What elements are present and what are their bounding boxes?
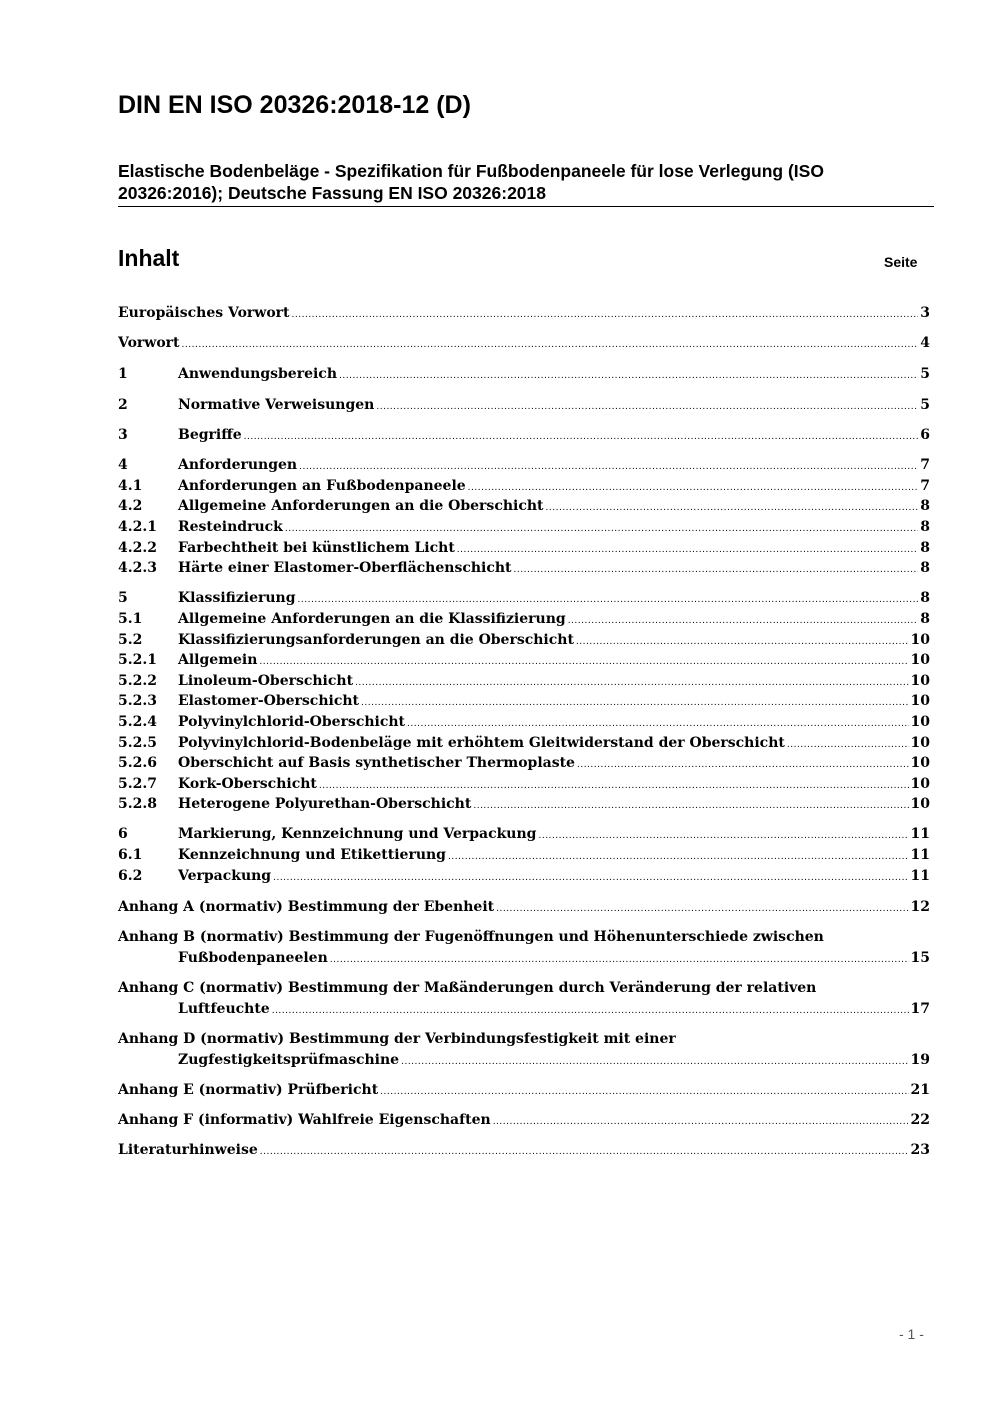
toc-entry-page: 5 xyxy=(920,366,930,382)
dot-leader xyxy=(401,1052,908,1072)
dot-leader xyxy=(330,950,909,970)
toc-entry[interactable] xyxy=(118,824,930,844)
toc-entry-number: 5.2 xyxy=(118,632,143,648)
toc-entry-page: 4 xyxy=(920,335,930,351)
toc-entry[interactable] xyxy=(118,395,930,415)
toc-entry[interactable] xyxy=(118,609,930,629)
annex-entry[interactable] xyxy=(118,1110,930,1130)
toc-entry[interactable] xyxy=(118,712,930,732)
toc-entry[interactable] xyxy=(118,517,930,537)
toc-entry[interactable] xyxy=(118,496,930,516)
annex-title: Anhang D (normativ) Bestimmung der Verbindungsfestigkeit mit einer xyxy=(118,1031,676,1047)
toc-entry-page: 8 xyxy=(920,590,930,606)
annex-page: 15 xyxy=(910,950,930,966)
toc-entry-number: 4.1 xyxy=(118,478,143,494)
toc-entry-number: 6.2 xyxy=(118,868,143,884)
toc-entry-number: 6.1 xyxy=(118,847,143,863)
toc-entry-number: 5.2.7 xyxy=(118,776,157,792)
toc-entry-page: 6 xyxy=(920,427,930,443)
toc-entry-page: 10 xyxy=(910,755,930,771)
title-divider xyxy=(118,206,934,207)
dot-leader xyxy=(514,560,919,580)
page-column-label: Seite xyxy=(884,254,918,270)
toc-entry[interactable] xyxy=(118,691,930,711)
dot-leader xyxy=(376,397,918,417)
toc-entry[interactable] xyxy=(118,425,930,445)
toc-entry-title: Linoleum-Oberschicht xyxy=(178,673,354,689)
toc-entry[interactable] xyxy=(118,650,930,670)
dot-leader xyxy=(273,868,908,888)
dot-leader xyxy=(244,427,919,447)
dot-leader xyxy=(272,1001,909,1021)
annex-page: 22 xyxy=(910,1112,930,1128)
toc-entry-number: 2 xyxy=(118,397,128,413)
toc-entry-title: Anforderungen xyxy=(178,457,298,473)
dot-leader xyxy=(568,611,919,631)
dot-leader xyxy=(361,693,909,713)
annex-page: 21 xyxy=(910,1082,930,1098)
dot-leader xyxy=(355,673,908,693)
toc-entry-title: Polyvinylchlorid-Bodenbeläge mit erhöhtem Gleitwiderstand der Oberschicht xyxy=(178,735,785,751)
dot-leader xyxy=(285,519,918,539)
toc-entry-title: Kennzeichnung und Etikettierung xyxy=(178,847,446,863)
toc-entry-title: Polyvinylchlorid-Oberschicht xyxy=(178,714,406,730)
toc-entry-title: Allgemeine Anforderungen an die Klassifizierung xyxy=(178,611,566,627)
annex-entry[interactable] xyxy=(118,1140,930,1160)
toc-entry-number: 3 xyxy=(118,427,128,443)
dot-leader xyxy=(182,335,919,355)
toc-entry-page: 10 xyxy=(910,673,930,689)
toc-entry[interactable] xyxy=(118,733,930,753)
toc-entry[interactable] xyxy=(118,753,930,773)
toc-entry-page: 11 xyxy=(910,826,930,842)
toc-entry-title: Klassifizierungsanforderungen an die Oberschicht xyxy=(178,632,574,648)
toc-entry-title: Anforderungen an Fußbodenpaneele xyxy=(178,478,466,494)
dot-leader xyxy=(407,714,908,734)
annex-title: Anhang C (normativ) Bestimmung der Maßänderungen durch Veränderung der relativen xyxy=(118,980,817,996)
dot-leader xyxy=(319,776,909,796)
toc-entry-page: 5 xyxy=(920,397,930,413)
annex-entry[interactable] xyxy=(118,897,930,917)
annex-entry[interactable] xyxy=(118,1080,930,1100)
toc-entry-title: Vorwort xyxy=(118,335,180,351)
dot-leader xyxy=(473,796,908,816)
dot-leader xyxy=(298,590,919,610)
document-code: DIN EN ISO 20326:2018-12 (D) xyxy=(118,91,471,119)
toc-entry-number: 1 xyxy=(118,366,128,382)
toc-entry-title: Allgemeine Anforderungen an die Oberschicht xyxy=(178,498,544,514)
toc-entry-page: 10 xyxy=(910,693,930,709)
toc-entry[interactable] xyxy=(118,333,930,353)
toc-entry[interactable] xyxy=(118,364,930,384)
toc-entry-page: 10 xyxy=(910,714,930,730)
dot-leader xyxy=(493,1112,909,1132)
toc-entry-title: Markierung, Kennzeichnung und Verpackung xyxy=(178,826,537,842)
toc-heading: Inhalt xyxy=(118,245,180,271)
toc-entry[interactable] xyxy=(118,476,930,496)
toc-entry-title: Verpackung xyxy=(178,868,272,884)
dot-leader xyxy=(339,366,918,386)
toc-entry-number: 4.2 xyxy=(118,498,143,514)
annex-title: Anhang E (normativ) Prüfbericht xyxy=(118,1082,379,1098)
toc-entry[interactable] xyxy=(118,588,930,608)
toc-entry-page: 10 xyxy=(910,652,930,668)
toc-entry-number: 5.2.5 xyxy=(118,735,157,751)
annex-page: 23 xyxy=(910,1142,930,1158)
toc-entry-page: 10 xyxy=(910,796,930,812)
toc-entry[interactable] xyxy=(118,845,930,865)
dot-leader xyxy=(576,632,909,652)
dot-leader xyxy=(448,847,909,867)
subtitle-line-2: 20326:2016); Deutsche Fassung EN ISO 20326:2018 xyxy=(118,183,546,203)
annex-title-continuation: Zugfestigkeitsprüfmaschine xyxy=(178,1052,400,1068)
toc-entry-title: Elastomer-Oberschicht xyxy=(178,693,359,709)
toc-entry-page: 8 xyxy=(920,498,930,514)
dot-leader xyxy=(457,540,918,560)
toc-entry[interactable] xyxy=(118,774,930,794)
toc-entry-number: 5.2.1 xyxy=(118,652,157,668)
toc-entry-page: 10 xyxy=(910,776,930,792)
toc-entry-page: 7 xyxy=(920,457,930,473)
toc-entry-number: 4 xyxy=(118,457,128,473)
toc-entry-page: 11 xyxy=(910,847,930,863)
toc-entry-title: Heterogene Polyurethan-Oberschicht xyxy=(178,796,472,812)
toc-entry[interactable] xyxy=(118,538,930,558)
toc-entry-page: 8 xyxy=(920,519,930,535)
toc-entry-title: Klassifizierung xyxy=(178,590,296,606)
toc-entry-page: 11 xyxy=(910,868,930,884)
annex-page: 19 xyxy=(910,1052,930,1068)
toc-entry-number: 4.2.2 xyxy=(118,540,157,556)
dot-leader xyxy=(259,652,908,672)
dot-leader xyxy=(380,1082,908,1102)
dot-leader xyxy=(496,899,908,919)
toc-entry-title: Begriffe xyxy=(178,427,242,443)
toc-entry-number: 4.2.3 xyxy=(118,560,157,576)
annex-entry[interactable] xyxy=(118,978,930,998)
page-number: - 1 - xyxy=(899,1326,924,1342)
document-subtitle xyxy=(118,160,934,204)
annex-title-continuation: Fußbodenpaneelen xyxy=(178,950,328,966)
dot-leader xyxy=(577,755,909,775)
annex-page: 17 xyxy=(910,1001,930,1017)
toc-entry-number: 5.2.8 xyxy=(118,796,157,812)
toc-entry-number: 6 xyxy=(118,826,128,842)
toc-entry-page: 10 xyxy=(910,632,930,648)
annex-entry[interactable] xyxy=(118,927,930,947)
toc-entry-number: 4.2.1 xyxy=(118,519,157,535)
toc-entry-title: Oberschicht auf Basis synthetischer Thermoplaste xyxy=(178,755,575,771)
toc-entry-title: Kork-Oberschicht xyxy=(178,776,317,792)
annex-entry-continuation[interactable] xyxy=(178,1050,930,1070)
toc-entry-title: Anwendungsbereich xyxy=(178,366,337,382)
toc-entry[interactable] xyxy=(118,558,930,578)
annex-entry-continuation[interactable] xyxy=(178,999,930,1019)
toc-entry-title: Härte einer Elastomer-Oberflächenschicht xyxy=(178,560,512,576)
annex-page: 12 xyxy=(910,899,930,915)
toc-entry[interactable] xyxy=(118,794,930,814)
toc-entry-title: Europäisches Vorwort xyxy=(118,305,290,321)
toc-entry-page: 7 xyxy=(920,478,930,494)
annex-entry[interactable] xyxy=(118,1029,930,1049)
toc-entry-title: Allgemein xyxy=(178,652,258,668)
annex-title: Anhang A (normativ) Bestimmung der Ebenheit xyxy=(118,899,495,915)
toc-entry-number: 5.2.4 xyxy=(118,714,157,730)
toc-entry-number: 5.2.2 xyxy=(118,673,157,689)
toc-entry-page: 8 xyxy=(920,611,930,627)
toc-entry[interactable] xyxy=(118,671,930,691)
toc-entry-title: Resteindruck xyxy=(178,519,283,535)
toc-entry[interactable] xyxy=(118,866,930,886)
annex-title: Anhang B (normativ) Bestimmung der Fugenöffnungen und Höhenunterschiede zwischen xyxy=(118,929,824,945)
toc-entry-number: 5 xyxy=(118,590,128,606)
toc-entry-title: Normative Verweisungen xyxy=(178,397,375,413)
annex-title: Anhang F (informativ) Wahlfreie Eigenschaften xyxy=(118,1112,491,1128)
toc-entry[interactable] xyxy=(118,630,930,650)
dot-leader xyxy=(299,457,918,477)
toc-entry-page: 10 xyxy=(910,735,930,751)
dot-leader xyxy=(468,478,919,498)
toc-entry-page: 3 xyxy=(920,305,930,321)
subtitle-line-1: Elastische Bodenbeläge - Spezifikation für Fußbodenpaneele für lose Verlegung (ISO xyxy=(118,161,824,181)
toc-entry-number: 5.2.3 xyxy=(118,693,157,709)
dot-leader xyxy=(538,826,908,846)
annex-entry-continuation[interactable] xyxy=(178,948,930,968)
toc-entry-title: Farbechtheit bei künstlichem Licht xyxy=(178,540,455,556)
toc-entry[interactable] xyxy=(118,455,930,475)
annex-title-continuation: Luftfeuchte xyxy=(178,1001,270,1017)
toc-entry-page: 8 xyxy=(920,540,930,556)
dot-leader xyxy=(292,305,919,325)
toc-entry[interactable] xyxy=(118,303,930,323)
dot-leader xyxy=(546,498,919,518)
dot-leader xyxy=(787,735,909,755)
dot-leader xyxy=(260,1142,909,1162)
toc-entry-number: 5.2.6 xyxy=(118,755,157,771)
toc-entry-number: 5.1 xyxy=(118,611,143,627)
annex-title: Literaturhinweise xyxy=(118,1142,258,1158)
toc-entry-page: 8 xyxy=(920,560,930,576)
